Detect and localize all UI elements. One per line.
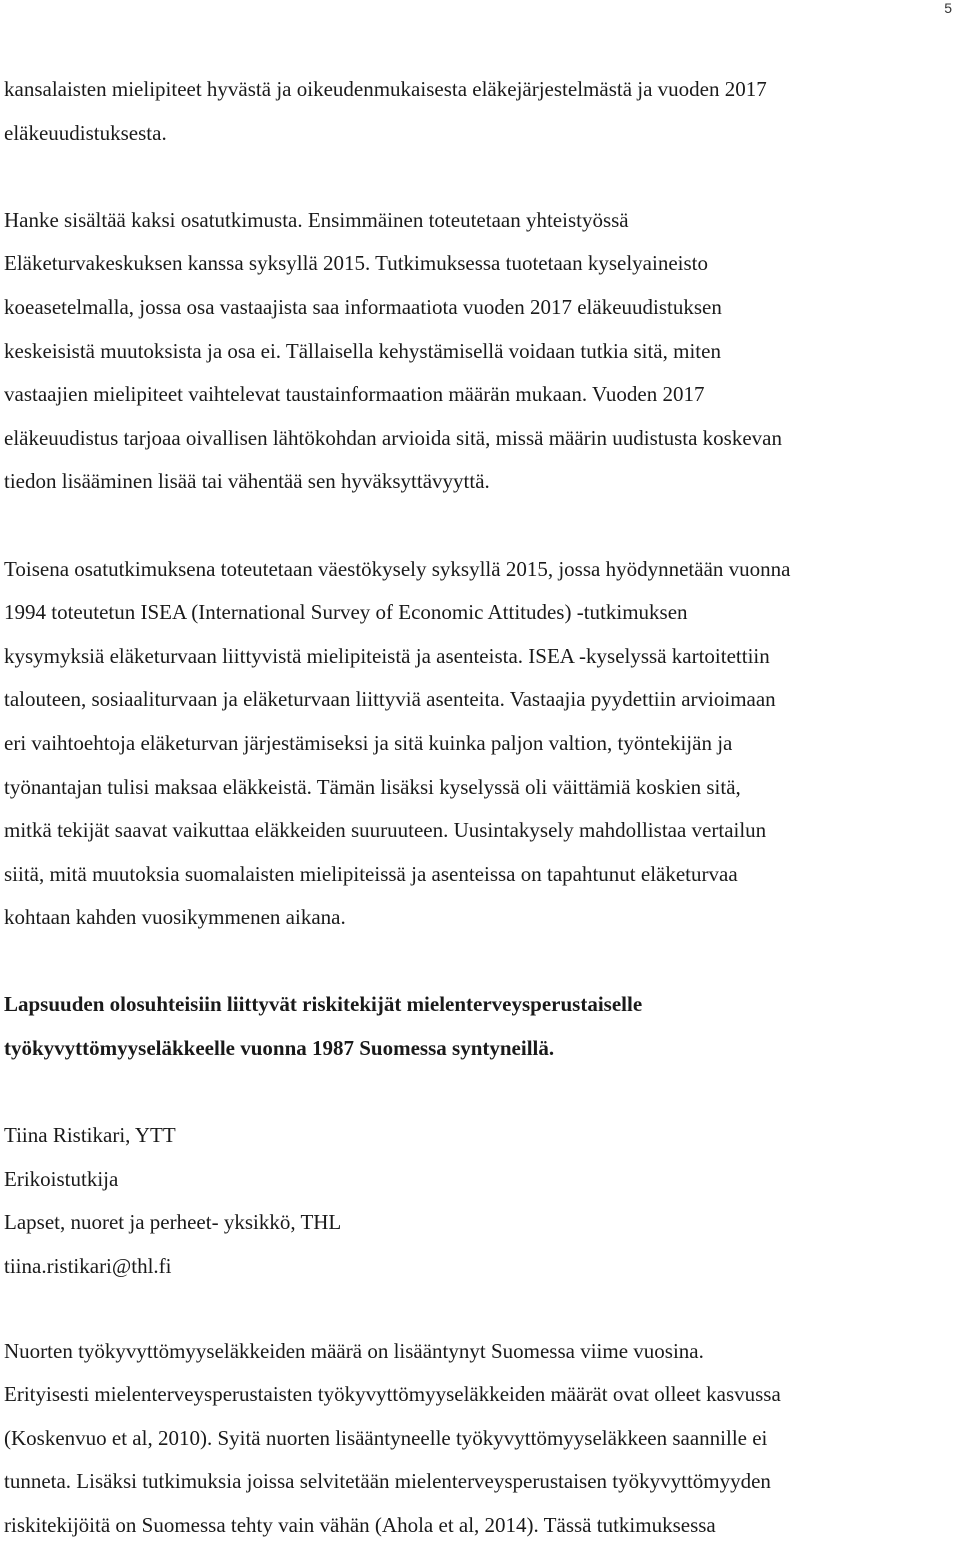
text-line: kysymyksiä eläketurvaan liittyvistä mielipiteistä ja asenteista. ISEA -kyselyssä kartoitettiin — [4, 643, 770, 668]
text-line: Hanke sisältää kaksi osatutkimusta. Ensimmäinen toteutetaan yhteistyössä — [4, 207, 629, 232]
text-line: riskitekijöitä on Suomessa tehty vain vähän (Ahola et al, 2014). Tässä tutkimuksessa — [4, 1513, 716, 1537]
text-line: Nuorten työkyvyttömyyseläkkeiden määrä on lisääntynyt Suomessa viime vuosina. — [4, 1338, 704, 1363]
section-heading — [4, 983, 956, 1070]
author-email: tiina.ristikari@thl.fi — [4, 1254, 172, 1279]
text-line: koeasetelmalla, jossa osa vastaajista saa informaatiota vuoden 2017 eläkeuudistuksen — [4, 294, 722, 319]
text-line: tiedon lisääminen lisää tai vähentää sen hyväksyttävyyttä. — [4, 469, 490, 494]
text-line: työnantajan tulisi maksaa eläkkeistä. Tämän lisäksi kyselyssä oli väittämiä koskien sitä, — [4, 774, 741, 799]
paragraph-spacer — [4, 155, 956, 199]
text-line: Erityisesti mielenterveysperustaisten työkyvyttömyyseläkkeiden määrät ovat olleet kasvussa — [4, 1382, 781, 1407]
text-line: mitkä tekijät saavat vaikuttaa eläkkeiden suuruuteen. Uusintakysely mahdollistaa vertailun — [4, 818, 767, 843]
author-block — [4, 1114, 956, 1288]
text-line: Toisena osatutkimuksena toteutetaan väestökysely syksyllä 2015, jossa hyödynnetään vuonna — [4, 556, 791, 581]
text-line: tunneta. Lisäksi tutkimuksia joissa selvitetään mielenterveysperustaisen työkyvyttömyyden — [4, 1469, 771, 1494]
heading-line: Lapsuuden olosuhteisiin liittyvät riskitekijät mielenterveysperustaiselle — [4, 992, 643, 1017]
text-line: kansalaisten mielipiteet hyvästä ja oikeudenmukaisesta eläkejärjestelmästä ja vuoden 2017 — [4, 77, 767, 101]
paragraph-first-substudy — [4, 199, 956, 504]
author-title: Erikoistutkija — [4, 1166, 119, 1191]
text-line: (Koskenvuo et al, 2010). Syitä nuorten lisääntyneelle työkyvyttömyyseläkkeen saannille ei — [4, 1425, 768, 1450]
text-line: keskeisistä muutoksista ja osa ei. Tällaisella kehystämisellä voidaan tutkia sitä, miten — [4, 338, 721, 363]
text-line: eläkeuudistuksesta. — [4, 120, 167, 145]
heading-line: työkyvyttömyyseläkkeelle vuonna 1987 Suomessa syntyneillä. — [4, 1036, 555, 1061]
text-line: eläkeuudistus tarjoaa oivallisen lähtökohdan arvioida sitä, missä määrin uudistusta koskevan — [4, 425, 782, 450]
paragraph-intro-continuation — [4, 68, 956, 155]
text-line: eri vaihtoehtoja eläketurvan järjestämiseksi ja sitä kuinka paljon valtion, työntekijän ja — [4, 730, 733, 755]
text-line: kohtaan kahden vuosikymmenen aikana. — [4, 905, 346, 930]
paragraph-second-substudy — [4, 548, 956, 940]
text-line: 1994 toteutetun ISEA (International Survey of Economic Attitudes) -tutkimuksen — [4, 600, 688, 625]
paragraph-spacer — [4, 1289, 956, 1330]
paragraph-spacer — [4, 504, 956, 548]
document-body — [4, 68, 956, 1548]
paragraph-spacer — [4, 1071, 956, 1115]
author-name: Tiina Ristikari, YTT — [4, 1123, 176, 1148]
author-unit: Lapset, nuoret ja perheet- yksikkö, THL — [4, 1210, 342, 1235]
text-line: vastaajien mielipiteet vaihtelevat taustainformaation määrän mukaan. Vuoden 2017 — [4, 382, 705, 407]
page-number: 5 — [944, 0, 952, 16]
paragraph-spacer — [4, 940, 956, 984]
paragraph-background — [4, 1330, 956, 1548]
text-line: talouteen, sosiaaliturvaan ja eläketurvaan liittyviä asenteita. Vastaajia pyydettiin arvioimaan — [4, 687, 776, 712]
text-line: siitä, mitä muutoksia suomalaisten mielipiteissä ja asenteissa on tapahtunut eläketurvaa — [4, 861, 738, 886]
text-line: Eläketurvakeskuksen kanssa syksyllä 2015. Tutkimuksessa tuotetaan kyselyaineisto — [4, 251, 708, 276]
